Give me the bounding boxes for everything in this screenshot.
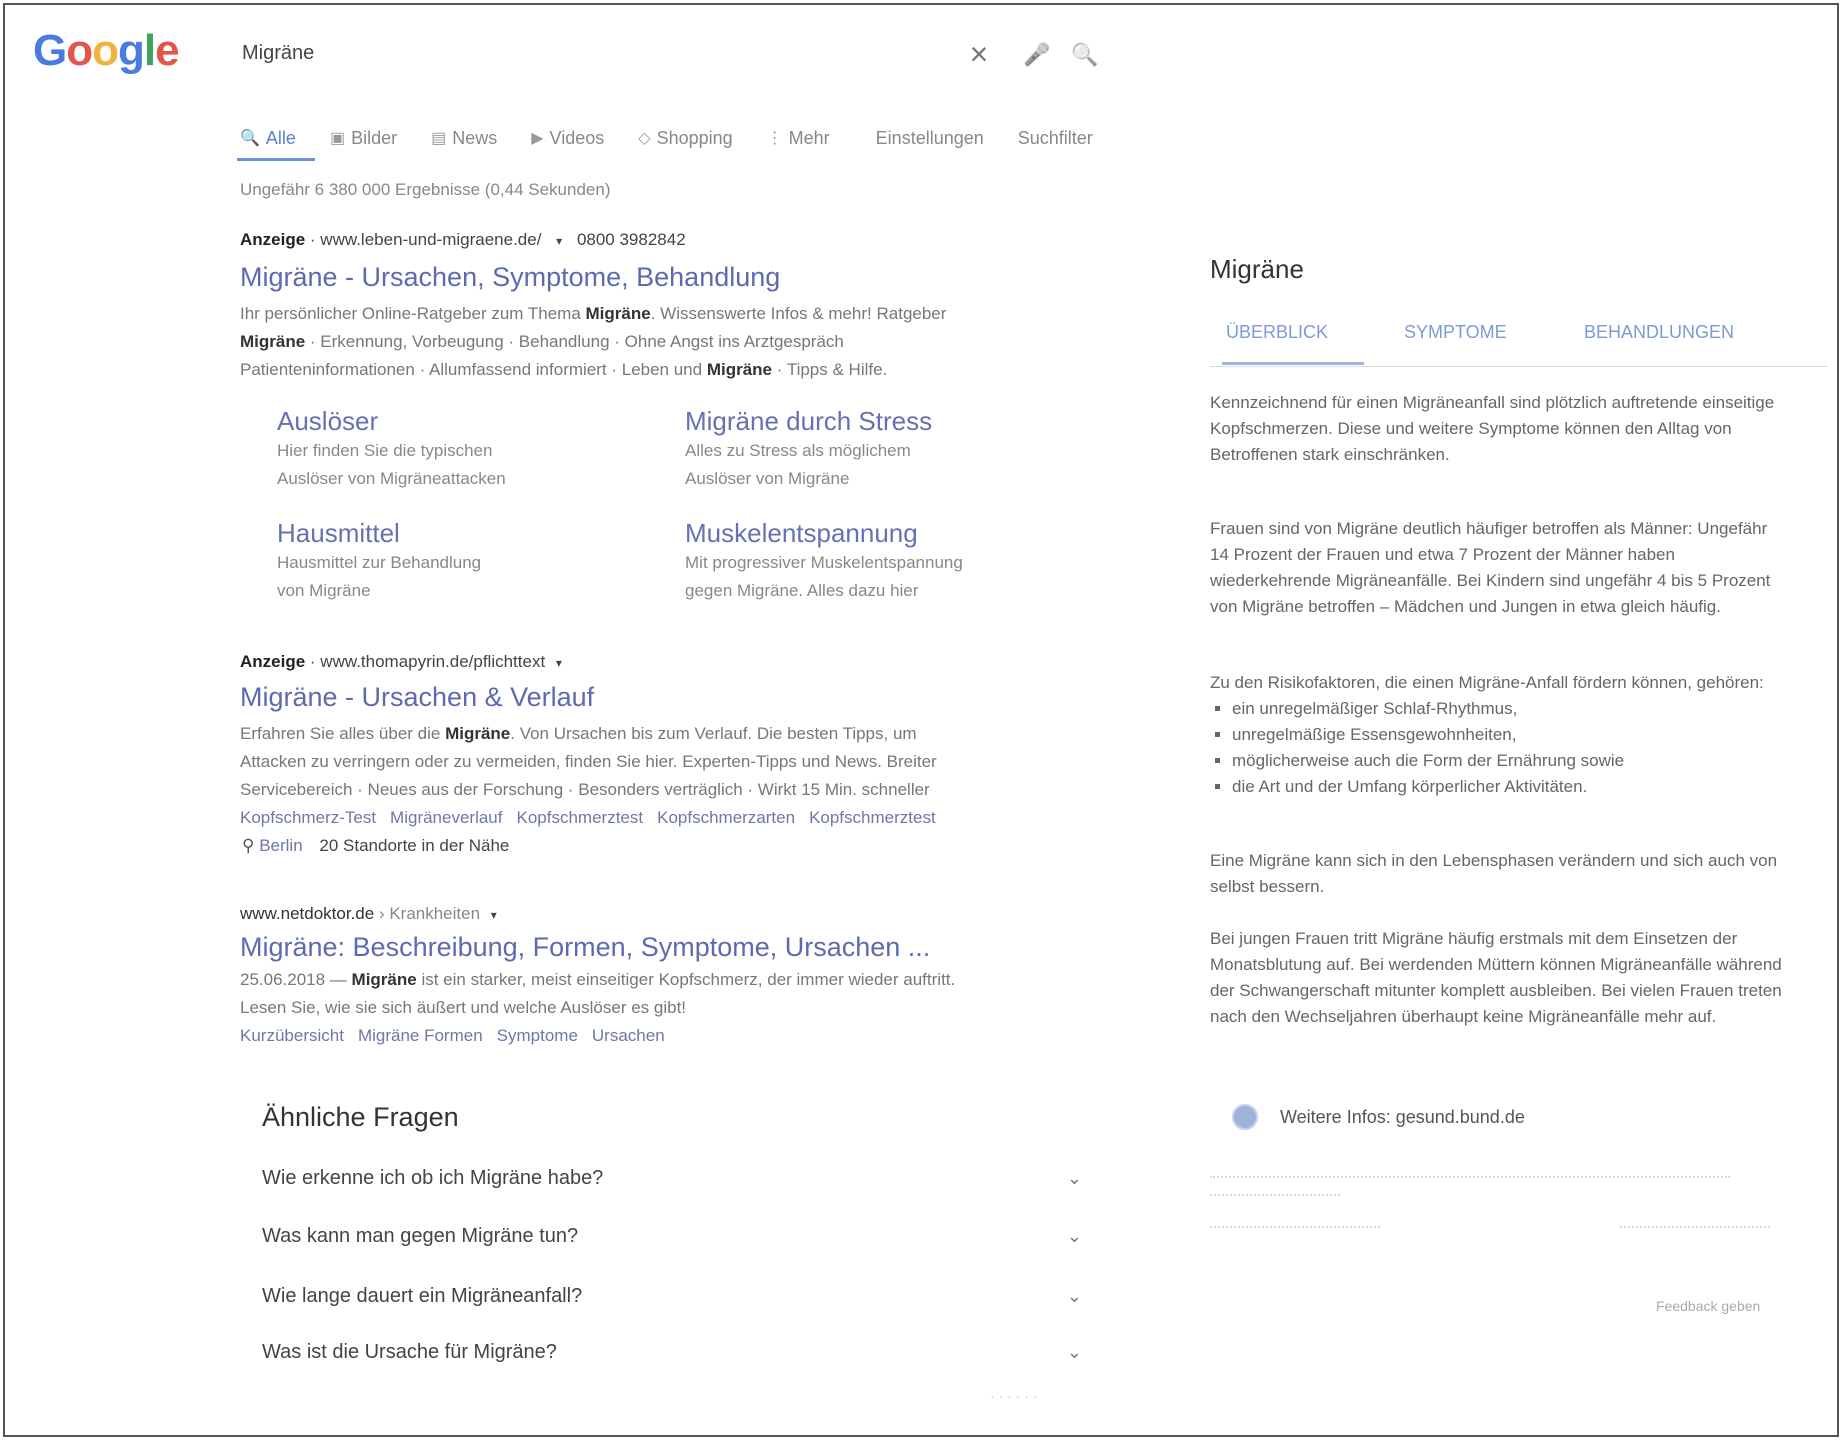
logo-letter: e <box>155 26 179 75</box>
text-bold: Migräne <box>351 970 417 989</box>
tab-label: Shopping <box>656 127 733 148</box>
sitelink <box>277 406 587 493</box>
divider <box>1210 366 1828 367</box>
result-url[interactable] <box>240 904 497 924</box>
question-text: Wie erkenne ich ob ich Migräne habe? <box>262 1166 604 1189</box>
location-row[interactable] <box>242 836 509 856</box>
chevron-down-icon: ⌄ <box>1066 1225 1082 1246</box>
result-links <box>240 1026 679 1046</box>
sitelink-text: Hausmittel zur Behandlung <box>277 553 482 572</box>
knowledge-panel-tabs <box>1226 322 1762 343</box>
text-bold: Migräne <box>706 360 773 379</box>
sitelink-text: Hier finden Sie die typischen <box>277 441 493 460</box>
logo-letter: l <box>143 26 156 75</box>
ad-link[interactable]: Kopfschmerzarten <box>657 808 796 827</box>
ad-label: Anzeige <box>240 652 306 671</box>
sitelink-title[interactable]: Auslöser <box>277 406 379 436</box>
result-link[interactable]: Kurzübersicht <box>240 1026 344 1045</box>
search-tabs <box>240 118 1127 158</box>
ad-header <box>240 652 562 672</box>
ad-header <box>240 230 686 250</box>
tab-label: Bilder <box>351 127 398 148</box>
text: Servicebereich · Neues aus der Forschung · Besonders verträglich · Wirkt 15 Min. schneller <box>240 780 930 799</box>
text: Patienteninformationen · Allumfassend informiert · Leben und <box>240 360 707 379</box>
text: . Wissenswerte Infos & mehr! Ratgeber <box>650 304 947 323</box>
question-text: Was ist die Ursache für Migräne? <box>262 1340 557 1363</box>
kp-paragraph <box>1210 670 1785 800</box>
logo-letter: o <box>66 26 93 75</box>
knowledge-panel-title: Migräne <box>1210 254 1304 284</box>
kp-tab-treatments[interactable]: BEHANDLUNGEN <box>1584 322 1735 342</box>
ad-link[interactable]: Migräneverlauf <box>390 808 503 827</box>
ad-label: Anzeige <box>240 230 306 249</box>
sitelink-text: Alles zu Stress als möglichem <box>685 441 911 460</box>
result-link[interactable]: Symptome <box>496 1026 578 1045</box>
tab-shopping[interactable] <box>638 118 732 158</box>
location-pin-icon: ⚲ <box>242 836 255 855</box>
tab-label: Suchfilter <box>1017 127 1093 148</box>
ad-url[interactable]: · www.thomapyrin.de/pflichttext <box>309 652 546 671</box>
result-site: www.netdoktor.de <box>240 904 375 923</box>
sitelink-text: Auslöser von Migräne <box>685 469 850 488</box>
kp-tab-symptoms[interactable]: SYMPTOME <box>1404 322 1507 342</box>
tab-label: Einstellungen <box>875 127 984 148</box>
result-stats: Ungefähr 6 380 000 Ergebnisse (0,44 Sekunden) <box>240 180 611 199</box>
text: Erfahren Sie alles über die <box>240 724 446 743</box>
result-crumb: › Krankheiten <box>378 904 481 923</box>
text-bold: Migräne <box>445 724 511 743</box>
ad-url[interactable]: · www.leben-und-migraene.de/ <box>309 230 542 249</box>
active-tab-indicator <box>237 158 315 161</box>
text: ist ein starker, meist einseitiger Kopfschmerz, der immer wieder auftritt. <box>416 970 956 989</box>
search-icon[interactable]: 🔍 <box>1071 42 1099 67</box>
tab-all[interactable] <box>240 118 296 158</box>
sitelink-text: von Migräne <box>277 581 371 600</box>
ad-link[interactable]: Kopfschmerztest <box>516 808 644 827</box>
ad-title-link[interactable]: Migräne - Ursachen & Verlauf <box>240 682 595 712</box>
kp-risk-intro: Zu den Risikofaktoren, die einen Migräne-Anfall fördern können, gehören: <box>1210 673 1764 692</box>
search-box[interactable] <box>236 36 1116 76</box>
logo-letter: g <box>118 26 144 75</box>
kp-paragraph: Frauen sind von Migräne deutlich häufiger betroffen als Männer: Ungefähr 14 Prozent der Frauen und etwa 7 Prozent der Männer haben wiederkehrende Migräneanfälle. Bei Kindern sind ungefähr 4 bis 5 Prozent von Migräne betroffen – Mädchen und Jungen in etwa gleich häufig. <box>1210 519 1771 616</box>
text: . Von Ursachen bis zum Verlauf. Die besten Tipps, um <box>510 724 917 743</box>
image-icon: ▣ <box>329 130 346 147</box>
nearby-label: 20 Standorte in der Nähe <box>319 836 510 855</box>
sitelink-title[interactable]: Muskelentspannung <box>685 518 918 548</box>
related-question[interactable] <box>262 1150 1082 1206</box>
sitelink-title[interactable]: Hausmittel <box>277 518 400 548</box>
question-text: Was kann man gegen Migräne tun? <box>262 1224 579 1247</box>
list-item: ▪ ein unregelmäßiger Schlaf-Rhythmus, <box>1232 696 1785 722</box>
text-bold: Migräne <box>585 304 651 323</box>
text-bold: Migräne <box>240 332 306 351</box>
more-vertical-icon: ⋮ <box>766 130 783 147</box>
logo-letter: o <box>92 26 119 75</box>
chevron-down-icon: ⌄ <box>1066 1285 1082 1306</box>
sitelink <box>685 406 995 493</box>
kp-footer-links-blurred <box>1210 1218 1770 1228</box>
search-icon: 🔍 <box>240 130 260 147</box>
kp-source-label: Weitere Infos: gesund.bund.de <box>1280 1106 1525 1127</box>
list-item: ▪ die Art und der Umfang körperlicher Aktivitäten. <box>1232 774 1785 800</box>
tab-label: Mehr <box>788 127 830 148</box>
sitelink <box>685 518 1025 605</box>
text: Lesen Sie, wie sie sich äußert und welche Auslöser es gibt! <box>240 998 687 1017</box>
chevron-down-icon: ⌄ <box>1066 1341 1082 1362</box>
related-question[interactable] <box>262 1208 1082 1264</box>
sitelink-text: Auslöser von Migräneattacken <box>277 469 506 488</box>
google-logo[interactable] <box>33 26 179 76</box>
tab-news[interactable] <box>431 118 497 158</box>
result-date: 25.06.2018 — <box>240 970 352 989</box>
ad-title-link[interactable]: Migräne - Ursachen, Symptome, Behandlung <box>240 262 781 292</box>
dropdown-arrow-icon[interactable]: ▾ <box>555 656 562 670</box>
result-link[interactable]: Ursachen <box>591 1026 665 1045</box>
kp-paragraph: Bei jungen Frauen tritt Migräne häufig erstmals mit dem Einsetzen der Monatsblutung auf. Bei werdenden Müttern können Migräneanfälle während der Schwangerschaft mitunter komplett ausbleiben. Bei vielen Frauen treten nach den Wechseljahren überhaupt keine Migräneanfälle mehr auf. <box>1210 929 1782 1026</box>
dropdown-arrow-icon[interactable]: ▾ <box>556 234 563 248</box>
tab-tools[interactable] <box>1018 118 1093 158</box>
ad-link[interactable]: Kopfschmerztest <box>809 808 936 827</box>
related-questions-title: Ähnliche Fragen <box>262 1102 459 1132</box>
question-text: Wie lange dauert ein Migräneanfall? <box>262 1284 583 1307</box>
tab-label: Alle <box>265 127 296 148</box>
sitelink-title[interactable]: Migräne durch Stress <box>685 406 933 436</box>
chevron-down-icon: ⌄ <box>1066 1167 1082 1188</box>
result-snippet <box>240 966 1050 1022</box>
microphone-icon[interactable]: 🎤 <box>1023 42 1051 67</box>
search-input[interactable]: Migräne <box>242 42 315 64</box>
related-question[interactable] <box>262 1324 1082 1380</box>
text: · Tipps & Hilfe. <box>772 360 888 379</box>
text: Attacken zu verringern oder zu vermeiden, finden Sie hier. Experten-Tipps und News. Breiter <box>240 752 937 771</box>
tab-settings[interactable] <box>876 118 984 158</box>
kp-active-tab-indicator <box>1222 362 1364 365</box>
text: Ihr persönlicher Online-Ratgeber zum Thema <box>240 304 586 323</box>
kp-disclaimer-blurred <box>1210 1168 1770 1202</box>
result-link[interactable]: Migräne Formen <box>357 1026 483 1045</box>
kp-paragraph: Kennzeichnend für einen Migräneanfall sind plötzlich auftretende einseitige Kopfschmerzen. Diese und weitere Symptome können den Alltag von Betroffenen stark einschränken. <box>1210 393 1775 464</box>
ad-description <box>240 720 1040 804</box>
ad-links <box>240 808 950 828</box>
kp-source-link[interactable] <box>1232 1104 1525 1130</box>
logo-letter: G <box>33 26 67 75</box>
dropdown-arrow-icon[interactable]: ▾ <box>490 908 497 922</box>
tab-label: News <box>452 127 498 148</box>
tab-label: Videos <box>549 127 605 148</box>
list-item: ▪ möglicherweise auch die Form der Ernährung sowie <box>1232 748 1785 774</box>
faint-footer-text: · · · · · · <box>990 1388 1038 1404</box>
feedback-link[interactable]: Feedback geben <box>1656 1298 1761 1314</box>
tab-videos[interactable] <box>531 118 604 158</box>
ad-description <box>240 300 1030 384</box>
location-label: Berlin <box>259 836 303 855</box>
news-icon: ▤ <box>431 130 447 147</box>
tag-icon: ◇ <box>638 130 651 147</box>
video-icon: ▶ <box>531 130 544 147</box>
sitelink <box>277 518 587 605</box>
result-title-link[interactable]: Migräne: Beschreibung, Formen, Symptome, Ursachen ... <box>240 932 931 962</box>
kp-risk-list <box>1210 696 1785 800</box>
kp-paragraph: Eine Migräne kann sich in den Lebensphasen verändern und sich auch von selbst bessern. <box>1210 851 1778 896</box>
list-item: ▪ unregelmäßige Essensgewohnheiten, <box>1232 722 1785 748</box>
ad-phone[interactable]: 0800 3982842 <box>576 230 686 249</box>
kp-tab-overview[interactable]: ÜBERBLICK <box>1226 322 1329 342</box>
globe-icon <box>1232 1104 1258 1130</box>
related-question[interactable] <box>262 1268 1082 1324</box>
tab-images[interactable] <box>330 118 397 158</box>
clear-icon[interactable]: × <box>969 36 989 72</box>
sitelink-text: gegen Migräne. Alles dazu hier <box>685 581 919 600</box>
text: · Erkennung, Vorbeugung · Behandlung · Ohne Angst ins Arztgespräch <box>305 332 844 351</box>
sitelink-text: Mit progressiver Muskelentspannung <box>685 553 963 572</box>
ad-link[interactable]: Kopfschmerz-Test <box>240 808 377 827</box>
tab-more[interactable] <box>767 118 830 158</box>
